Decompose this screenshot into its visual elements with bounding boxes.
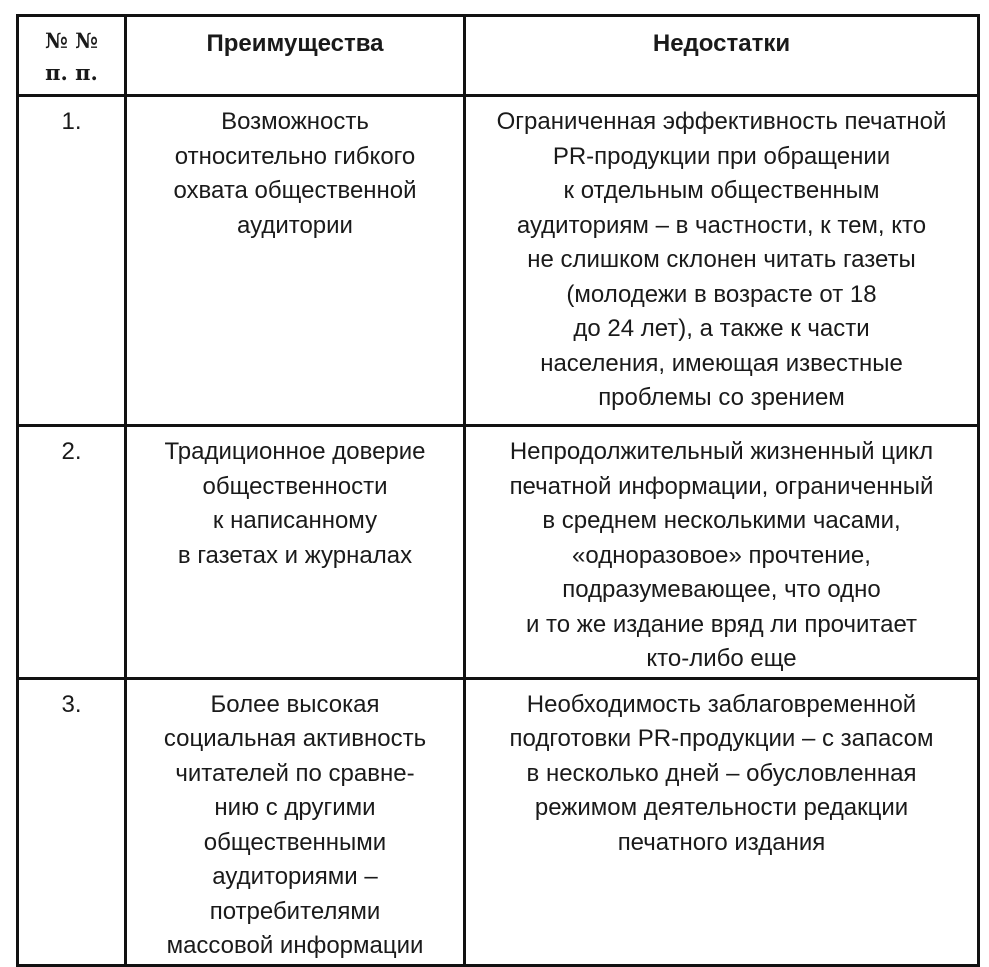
text-line: PR-продукции при обращении xyxy=(552,142,891,170)
text-line: читателей по сравне- xyxy=(175,759,415,787)
text-line: аудиториями – xyxy=(212,863,378,890)
text-line: в газетах и журналах xyxy=(177,541,413,569)
text-line: Более высокая xyxy=(210,690,380,718)
disadvantages-cell xyxy=(465,678,979,965)
advantages-cell xyxy=(126,678,465,965)
text-line: и то же издание вряд ли прочитает xyxy=(525,610,918,638)
text-line: до 24 лет), а также к части xyxy=(573,315,870,342)
text-line: потребителями xyxy=(209,897,381,925)
text-line: аудитории xyxy=(237,211,353,239)
text-line: режимом деятельности редакции xyxy=(534,794,909,821)
header-number xyxy=(18,16,126,96)
text-line: к написанному xyxy=(212,507,378,534)
disadvantages-cell xyxy=(465,426,979,679)
text-line: охвата общественной xyxy=(173,177,417,204)
advantages-cell xyxy=(126,426,465,679)
table-header-row xyxy=(18,16,979,96)
text-line: подразумевающее, что одно xyxy=(562,576,881,603)
text-line: кто-либо еще xyxy=(646,645,797,672)
text-line: нию с другими xyxy=(214,794,376,821)
header-number-line2: п. п. xyxy=(45,60,98,85)
advantages-cell xyxy=(126,96,465,426)
text-line: Ограниченная эффективность печатной xyxy=(496,108,947,135)
text-line: Традиционное доверие xyxy=(164,438,426,465)
text-line: аудиториям – в частности, к тем, кто xyxy=(516,211,927,239)
row-number: 3. xyxy=(18,678,126,965)
header-disadvantages: Недостатки xyxy=(465,16,979,96)
text-line: Возможность xyxy=(221,108,369,135)
text-line: социальная активность xyxy=(163,725,427,752)
text-line: подготовки PR-продукции – с запасом xyxy=(509,725,934,752)
disadvantages-cell xyxy=(465,96,979,426)
text-line: относительно гибкого xyxy=(174,142,416,170)
row-number: 1. xyxy=(18,96,126,426)
text-line: Необходимость заблаговременной xyxy=(526,690,917,718)
text-line: проблемы со зрением xyxy=(598,384,845,411)
text-line: не слишком склонен читать газеты xyxy=(527,246,916,273)
comparison-table xyxy=(16,14,980,967)
text-line: печатного издания xyxy=(617,828,826,856)
text-line: общественности xyxy=(202,472,388,500)
text-line: Непродолжительный жизненный цикл xyxy=(509,438,934,465)
comparison-table-wrapper xyxy=(16,14,977,959)
header-advantages: Преимущества xyxy=(126,16,465,96)
text-line: общественными xyxy=(203,828,387,856)
table-row xyxy=(18,678,979,965)
text-line: «одноразовое» прочтение, xyxy=(572,541,871,569)
text-line: массовой информации xyxy=(166,932,424,959)
table-row xyxy=(18,426,979,679)
row-number: 2. xyxy=(18,426,126,679)
text-line: в несколько дней – обусловленная xyxy=(526,759,917,787)
text-line: к отдельным общественным xyxy=(563,177,880,204)
text-line: в среднем несколькими часами, xyxy=(542,507,901,534)
table-row xyxy=(18,96,979,426)
text-line: населения, имеющая известные xyxy=(540,349,903,377)
text-line: печатной информации, ограниченный xyxy=(509,472,934,500)
text-line: (молодежи в возрасте от 18 xyxy=(566,280,877,308)
header-number-line1: № № xyxy=(45,28,98,53)
